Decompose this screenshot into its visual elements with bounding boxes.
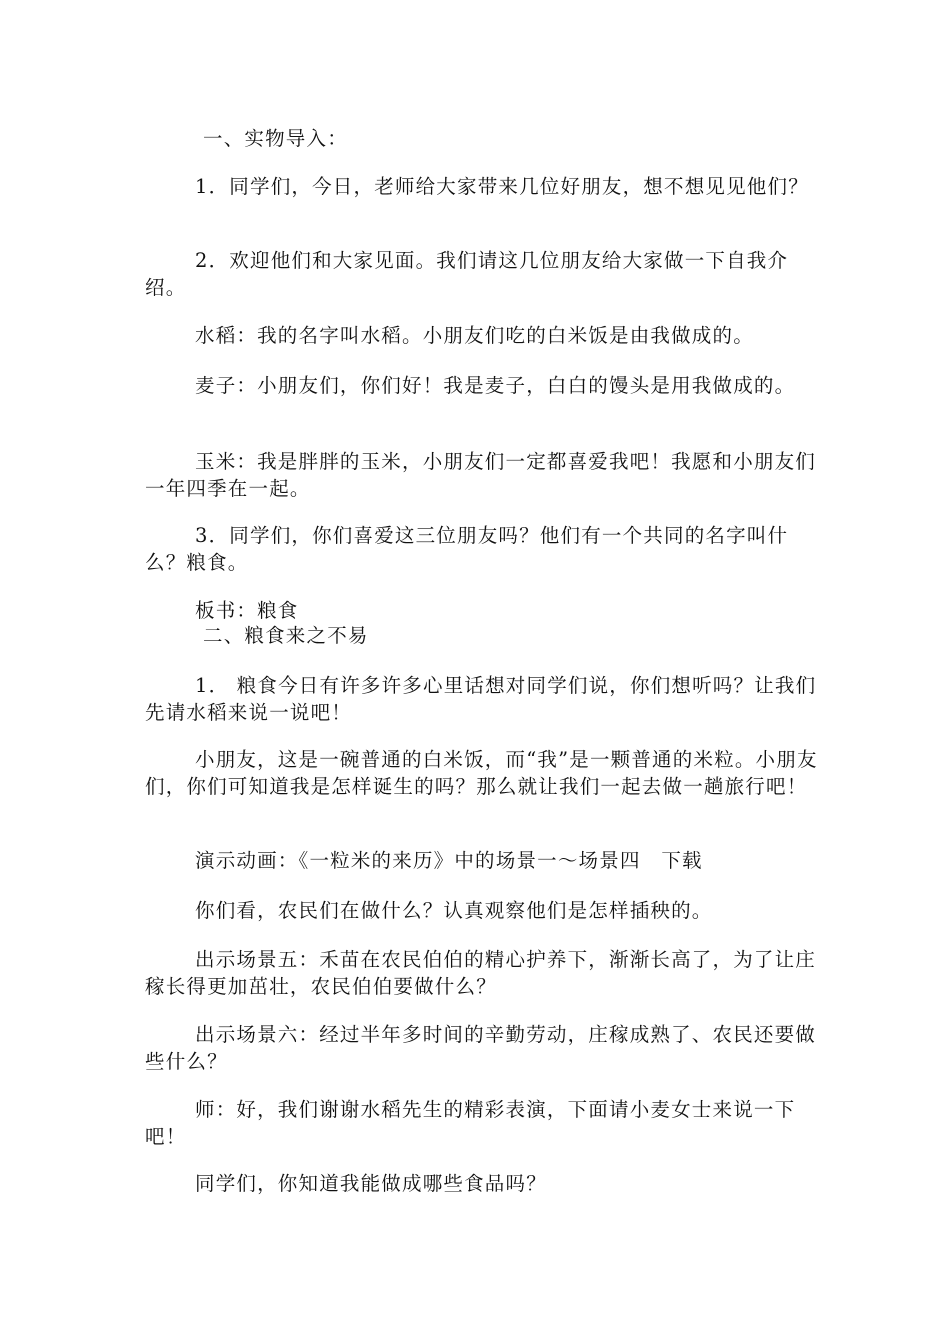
- paragraph: 你们看，农民们在做什么？认真观察他们是怎样插秧的。: [195, 899, 713, 922]
- paragraph: 板书：粮食: [195, 599, 299, 622]
- paragraph: 1． 粮食今日有许多许多心里话想对同学们说，你们想听吗？让我们先请水稻来说一说吧！: [145, 674, 817, 724]
- section-heading-1: 一、实物导入：: [203, 127, 348, 150]
- paragraph: 2．欢迎他们和大家见面。我们请这几位朋友给大家做一下自我介绍。: [145, 249, 789, 299]
- paragraph: 3．同学们，你们喜爱这三位朋友吗？他们有一个共同的名字叫什么？粮食。: [145, 524, 789, 574]
- paragraph: 师：好，我们谢谢水稻先生的精彩表演，下面请小麦女士来说一下吧！: [145, 1098, 796, 1148]
- paragraph: 玉米：我是胖胖的玉米，小朋友们一定都喜爱我吧！我愿和小朋友们一年四季在一起。: [145, 450, 817, 500]
- paragraph: 水稻：我的名字叫水稻。小朋友们吃的白米饭是由我做成的。: [195, 324, 754, 347]
- paragraph: 同学们，你知道我能做成哪些食品吗？: [195, 1172, 547, 1195]
- paragraph: 演示动画：《一粒米的来历》中的场景一～场景四 下载: [195, 849, 703, 872]
- paragraph: 小朋友，这是一碗普通的白米饭，而“我”是一颗普通的米粒。小朋友们，你们可知道我是怎样诞生的吗？那么就让我们一起去做一趟旅行吧！: [145, 748, 818, 798]
- paragraph: 1．同学们，今日，老师给大家带来几位好朋友，想不想见见他们？: [195, 175, 809, 198]
- paragraph: 出示场景六：经过半年多时间的辛勤劳动，庄稼成熟了、农民还要做些什么？: [145, 1023, 817, 1073]
- paragraph: 出示场景五：禾苗在农民伯伯的精心护养下，渐渐长高了，为了让庄稼长得更加茁壮，农民伯伯要做什么？: [145, 948, 817, 998]
- section-heading-2: 二、粮食来之不易: [203, 624, 369, 647]
- paragraph: 麦子：小朋友们，你们好！我是麦子，白白的馒头是用我做成的。: [195, 374, 796, 397]
